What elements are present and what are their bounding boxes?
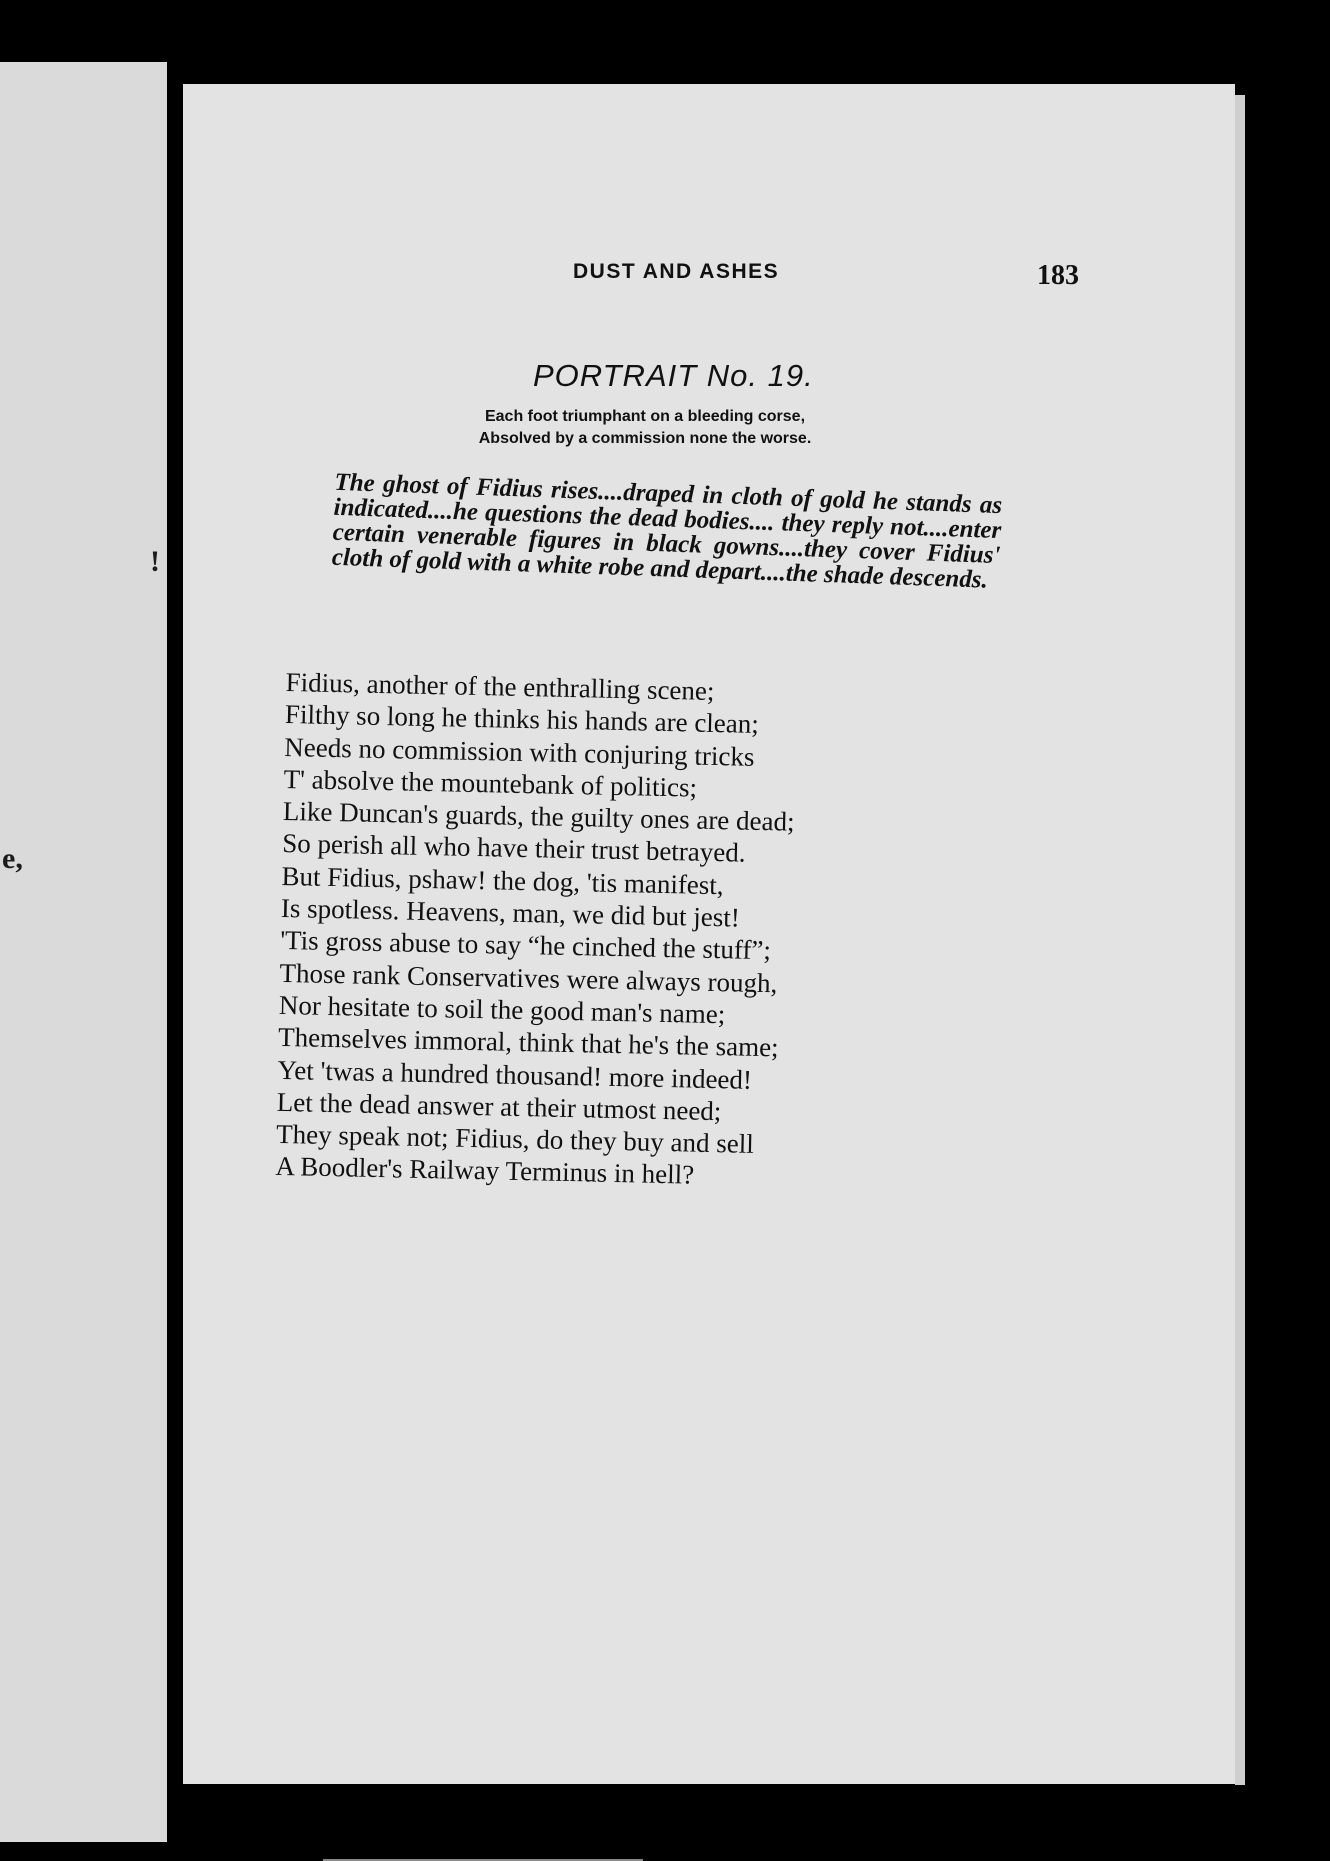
poem-line: Nor hesitate to soil the good man's name; bbox=[278, 989, 726, 1030]
stage-direction-text: The ghost of Fidius rises....draped in cloth of gold he stands as indicated....he questions the dead bodies.... they reply not....enter certain venerable figures in black gowns....they cover Fidius' cloth of gold with a white robe and depart....the shade descends. bbox=[331, 468, 1003, 594]
gutter-shadow bbox=[170, 80, 178, 1850]
poem-line: A Boodler's Railway Terminus in hell? bbox=[275, 1151, 695, 1191]
poem-line: So perish all who have their trust betrayed. bbox=[281, 828, 746, 869]
poem-line: They speak not; Fidius, do they buy and sell bbox=[275, 1119, 755, 1160]
epigraph bbox=[445, 406, 845, 450]
poem-line: Filthy so long he thinks his hands are clean; bbox=[284, 699, 760, 740]
facing-page bbox=[0, 62, 167, 1842]
poem-line: Needs no commission with conjuring tricks bbox=[283, 731, 755, 772]
poem-line: Yet 'twas a hundred thousand! more indeed! bbox=[277, 1054, 753, 1095]
poem-line: Like Duncan's guards, the guilty ones are dead; bbox=[282, 796, 795, 837]
page-edge bbox=[1235, 95, 1245, 1785]
page-number: 183 bbox=[1037, 260, 1079, 291]
poem-line: Fidius, another of the enthralling scene; bbox=[285, 666, 715, 706]
epigraph-line: Absolved by a commission none the worse. bbox=[478, 430, 812, 447]
poem-line: Themselves immoral, think that he's the same; bbox=[277, 1022, 779, 1063]
facing-page-fragment: e, bbox=[2, 842, 23, 875]
poem-line: Let the dead answer at their utmost need; bbox=[276, 1086, 722, 1127]
section-title: PORTRAIT No. 19. bbox=[533, 358, 814, 393]
poem-line: T' absolve the mountebank of politics; bbox=[283, 763, 698, 803]
poem-line: But Fidius, pshaw! the dog, 'tis manifest, bbox=[281, 860, 724, 900]
stage-direction bbox=[280, 468, 1003, 593]
poem-line: Is spotless. Heavens, man, we did but jest! bbox=[280, 893, 741, 933]
poem bbox=[275, 666, 797, 1193]
poem-line: 'Tis gross abuse to say “he cinched the stuff”; bbox=[279, 925, 772, 966]
running-head: DUST AND ASHES bbox=[573, 260, 780, 283]
facing-page-fragment: ! bbox=[150, 545, 160, 578]
book-page bbox=[183, 84, 1235, 1784]
poem-line: Those rank Conservatives were always rough, bbox=[279, 957, 778, 999]
epigraph-line: Each foot triumphant on a bleeding corse, bbox=[484, 408, 806, 425]
